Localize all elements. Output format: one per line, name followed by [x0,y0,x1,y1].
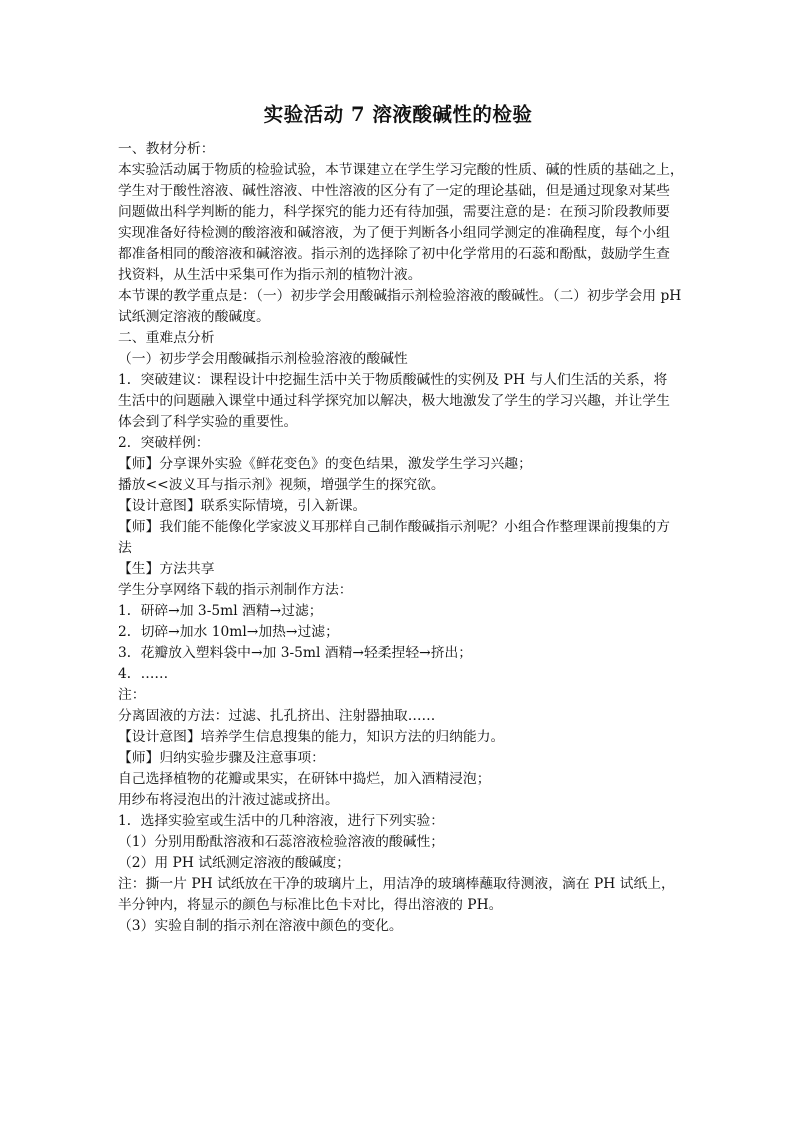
text-line: 1．选择实验室或生活中的几种溶液，进行下列实验： [118,813,445,829]
text-line: 1．研碎→加 3-5ml 酒精→过滤； [118,603,323,619]
text-line: 【生】方法共享 [118,561,215,577]
text-line: 【师】归纳实验步骤及注意事项： [118,750,325,766]
document-page [118,100,684,937]
text-line: 实现准备好待检测的酸溶液和碱溶液，为了便于判断各小组同学测定的准确程度，每个小组 [118,225,670,241]
text-line: 半分钟内，将显示的颜色与标准比色卡对比，得出溶液的 PH。 [118,897,503,913]
text-line: 注：撕一片 PH 试纸放在干净的玻璃片上，用洁净的玻璃棒蘸取待测液，滴在 PH 试纸上， [118,876,675,892]
document-title: 实验活动 7 溶液酸碱性的检验 [263,103,533,126]
text-line: 学生对于酸性溶液、碱性溶液、中性溶液的区分有了一定的理论基础，但是通过现象对某些 [118,183,670,199]
text-line: 分离固液的方法：过滤、扎孔挤出、注射器抽取…… [118,708,436,724]
text-line: （2）用 PH 试纸测定溶液的酸碱度； [118,855,351,871]
text-line: 【设计意图】联系实际情境，引入新课。 [118,498,367,514]
text-line: 【设计意图】培养学生信息搜集的能力，知识方法的归纳能力。 [118,729,505,745]
text-line: 2．切碎→加水 10ml→加热→过滤； [118,624,339,640]
text-line: 【师】分享课外实验《鲜花变色》的变色结果，激发学生学习兴趣； [118,456,532,472]
text-line: 问题做出科学判断的能力，科学探究的能力还有待加强，需要注意的是：在预习阶段教师要 [118,204,670,220]
text-line: 【师】我们能不能像化学家波义耳那样自己制作酸碱指示剂呢？小组合作整理课前搜集的方 [118,519,670,535]
document-body [118,139,684,937]
text-line: 生活中的问题融入课堂中通过科学探究加以解决，极大地激发了学生的学习兴趣，并让学生 [118,393,670,409]
text-line: （3）实验自制的指示剂在溶液中颜色的变化。 [118,918,403,934]
text-line: 3．花瓣放入塑料袋中→加 3-5ml 酒精→轻柔捏轻→挤出； [118,645,473,661]
text-line: 法 [118,540,132,556]
text-line: 学生分享网络下载的指示剂制作方法： [118,582,353,598]
text-line: 找资料，从生活中采集可作为指示剂的植物汁液。 [118,267,422,283]
text-line: 本实验活动属于物质的检验试验，本节课建立在学生学习完酸的性质、碱的性质的基础之上， [118,162,684,178]
text-line: （一）初步学会用酸碱指示剂检验溶液的酸碱性 [118,351,408,367]
text-line: 一、教材分析： [118,141,215,157]
text-line: 注： [118,687,146,703]
text-line: （1）分别用酚酞溶液和石蕊溶液检验溶液的酸碱性； [118,834,445,850]
text-line: 用纱布将浸泡出的汁液过滤或挤出。 [118,792,339,808]
text-line: 自己选择植物的花瓣或果实，在研钵中捣烂，加入酒精浸泡； [118,771,491,787]
text-line: 都准备相同的酸溶液和碱溶液。指示剂的选择除了初中化学常用的石蕊和酚酞，鼓励学生查 [118,246,670,262]
text-line: 1．突破建议：课程设计中挖掘生活中关于物质酸碱性的实例及 PH 与人们生活的关系，将 [118,372,668,388]
text-line: 2．突破样例： [118,435,210,451]
text-line: 本节课的教学重点是：（一）初步学会用酸碱指示剂检验溶液的酸碱性。（二）初步学会用 pH [118,288,682,304]
text-line: 体会到了科学实验的重要性。 [118,414,298,430]
text-line: 试纸测定溶液的酸碱度。 [118,309,270,325]
text-line: 播放<<波义耳与指示剂》视频，增强学生的探究欲。 [118,477,445,493]
text-line: 二、重难点分析 [118,330,215,346]
text-line: 4．…… [118,666,169,682]
